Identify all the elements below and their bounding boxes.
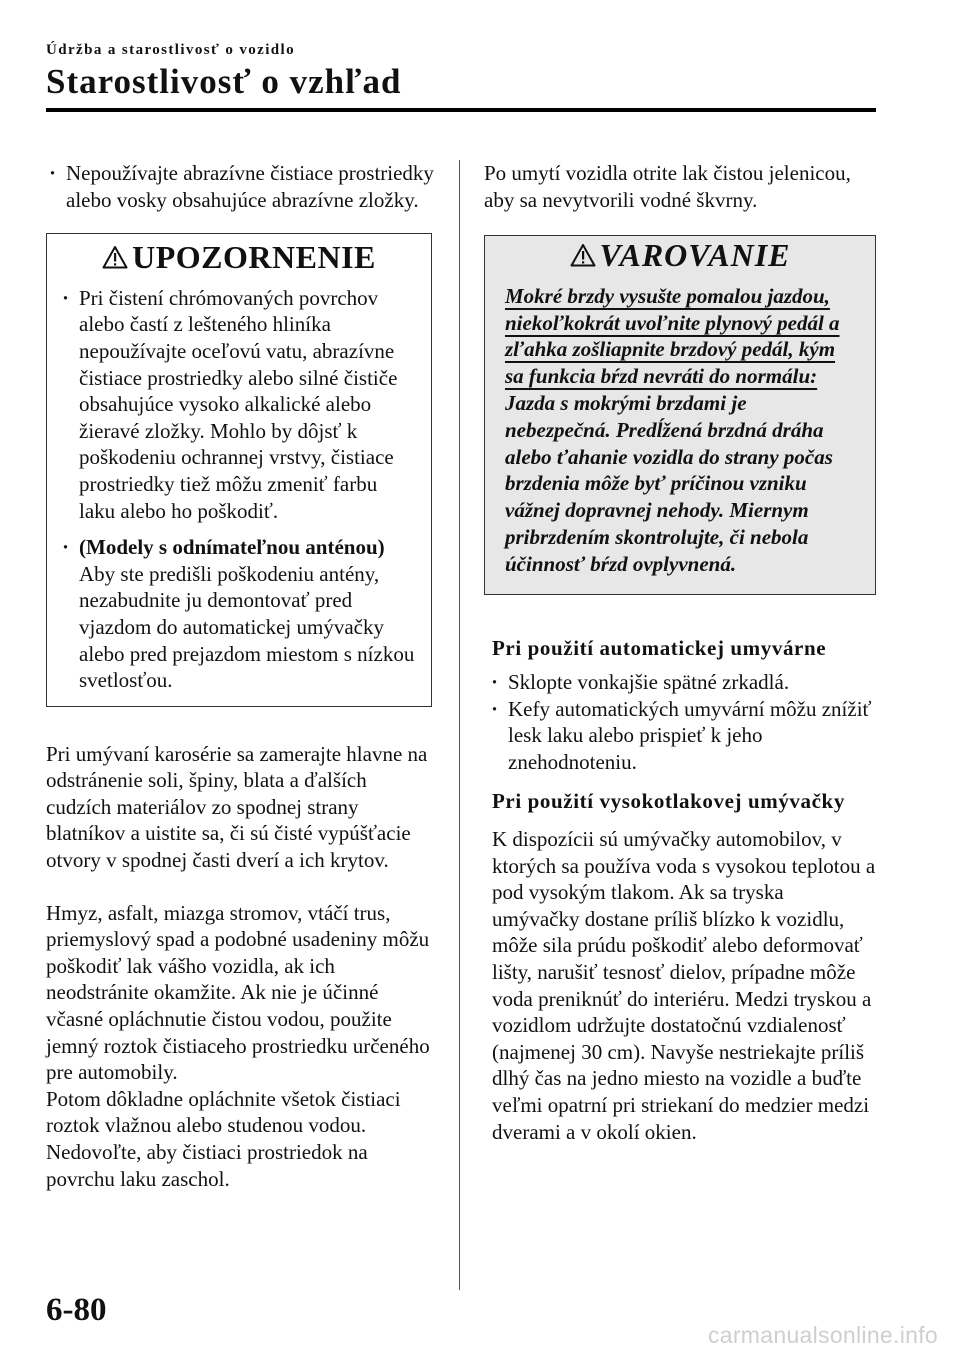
- paragraph-dry: Po umytí vozidla otrite lak čistou jelenicou, aby sa nevytvorili vodné škvrny.: [484, 161, 851, 212]
- caution-item-chrome: · Pri čistení chrómovaných povrchov alebo častí z lešteného hliníka nepoužívajte oceľovú vatu, abrazívne čistiace prostriedky alebo silné čističe obsahujúce vysoko alkalické alebo žieravé zložky. Mohlo by dôjsť k poškodeniu ochrannej vrstvy, čistiace prostriedky tiež môžu zmeniť farbu laku alebo ho poškodiť.: [59, 285, 417, 524]
- caution-box: [46, 233, 432, 707]
- page-number: 6-80: [46, 1292, 107, 1328]
- intro-bullet: · Nepoužívajte abrazívne čistiace prostriedky alebo vosky obsahujúce abrazívne zložky.: [46, 160, 436, 213]
- pressure-wash-body: K dispozícii sú umývačky automobilov, v ktorých sa používa voda s vysokou teplotou a pod vysokým tlakom. Ak sa tryska umývačky dostane príliš blízko k vozidlu, môže sila prúdu poškodiť alebo deformovať lišty, narušiť tesnosť dielov, prípadne môže voda preniknúť do interiéru. Medzi tryskou a vozidlom udržujte dostatočnú vzdialenosť (najmenej 30 cm). Navyše nestriekajte príliš dlhý čas na jedno miesto na vozidle a buďte veľmi opatrní pri striekaní do medzier medzi dverami a v okolí okien.: [492, 827, 876, 1144]
- right-column: [484, 160, 876, 1145]
- caution-heading: [47, 239, 431, 276]
- caution-item-antenna-body: Aby ste predišli poškodeniu antény, nezabudnite ju demontovať pred vjazdom do automatickej umývačky alebo pred prejazdom miestom s nízkou svetlosťou.: [79, 561, 415, 693]
- paragraph-deposits: Hmyz, asfalt, miazga stromov, vtáčí trus, priemyslový spad a podobné usadeniny môžu poškodiť lak vášho vozidla, ak ich neodstránite okamžite. Ak nie je účinné včasné opláchnutie čistou vodou, použite jemný roztok čistiaceho prostriedku určeného pre automobily.: [46, 900, 430, 1085]
- warning-text: [485, 283, 875, 578]
- page-title: Starostlivosť o vzhľad: [46, 62, 402, 101]
- auto-wash-item-brushes: · Kefy automatických umyvární môžu znížiť lesk laku alebo prispieť k jeho znehodnoteniu.: [488, 696, 876, 776]
- paragraph-rinse: Potom dôkladne opláchnite všetok čistiaci roztok vlažnou alebo studenou vodou. Nedovoľte, aby čistiaci prostriedok na povrchu laku zaschol.: [46, 1086, 401, 1191]
- caution-item-antenna-heading: · (Modely s odnímateľnou anténou): [79, 535, 385, 560]
- warning-heading-text: VAROVANIE: [599, 237, 791, 274]
- warning-triangle-icon: [570, 243, 596, 267]
- watermark: carmanualsonline.info: [707, 1322, 938, 1348]
- pressure-wash-heading: Pri použití vysokotlakovej umývačky: [492, 788, 845, 813]
- warning-triangle-icon: [102, 245, 128, 269]
- caution-item-antenna: [59, 534, 417, 694]
- warning-emphasis: Mokré brzdy vysušte pomalou jazdou, niekoľkokrát uvoľnite plynový pedál a zľahka zošliapnite brzdový pedál, kým sa funkcia bŕzd nevráti do normálu:: [505, 283, 840, 389]
- left-column: [46, 160, 436, 1192]
- warning-heading: [485, 237, 875, 274]
- warning-body: Jazda s mokrými brzdami je nebezpečná. Predĺžená brzdná dráha alebo ťahanie vozidla do strany počas brzdenia môže byť príčinou vzniku vážnej dopravnej nehody. Miernym pribrzdením skontrolujte, či nebola účinnosť bŕzd ovplyvnená.: [505, 390, 833, 576]
- title-rule: [46, 108, 876, 112]
- auto-wash-heading: Pri použití automatickej umyvárne: [492, 635, 827, 660]
- auto-wash-item-mirrors: · Sklopte vonkajšie spätné zrkadlá.: [488, 669, 876, 696]
- section-label: Údržba a starostlivosť o vozidlo: [46, 42, 296, 58]
- column-divider: [459, 160, 460, 1290]
- paragraph-body-wash: Pri umývaní karosérie sa zamerajte hlavne na odstránenie soli, špiny, blata a ďalších cudzích materiálov zo spodnej strany blatníkov a uistite sa, či sú čisté vypúšťacie otvory v spodnej časti dverí a ich krytov.: [46, 741, 428, 873]
- warning-box: [484, 235, 876, 594]
- caution-heading-text: UPOZORNENIE: [132, 239, 376, 276]
